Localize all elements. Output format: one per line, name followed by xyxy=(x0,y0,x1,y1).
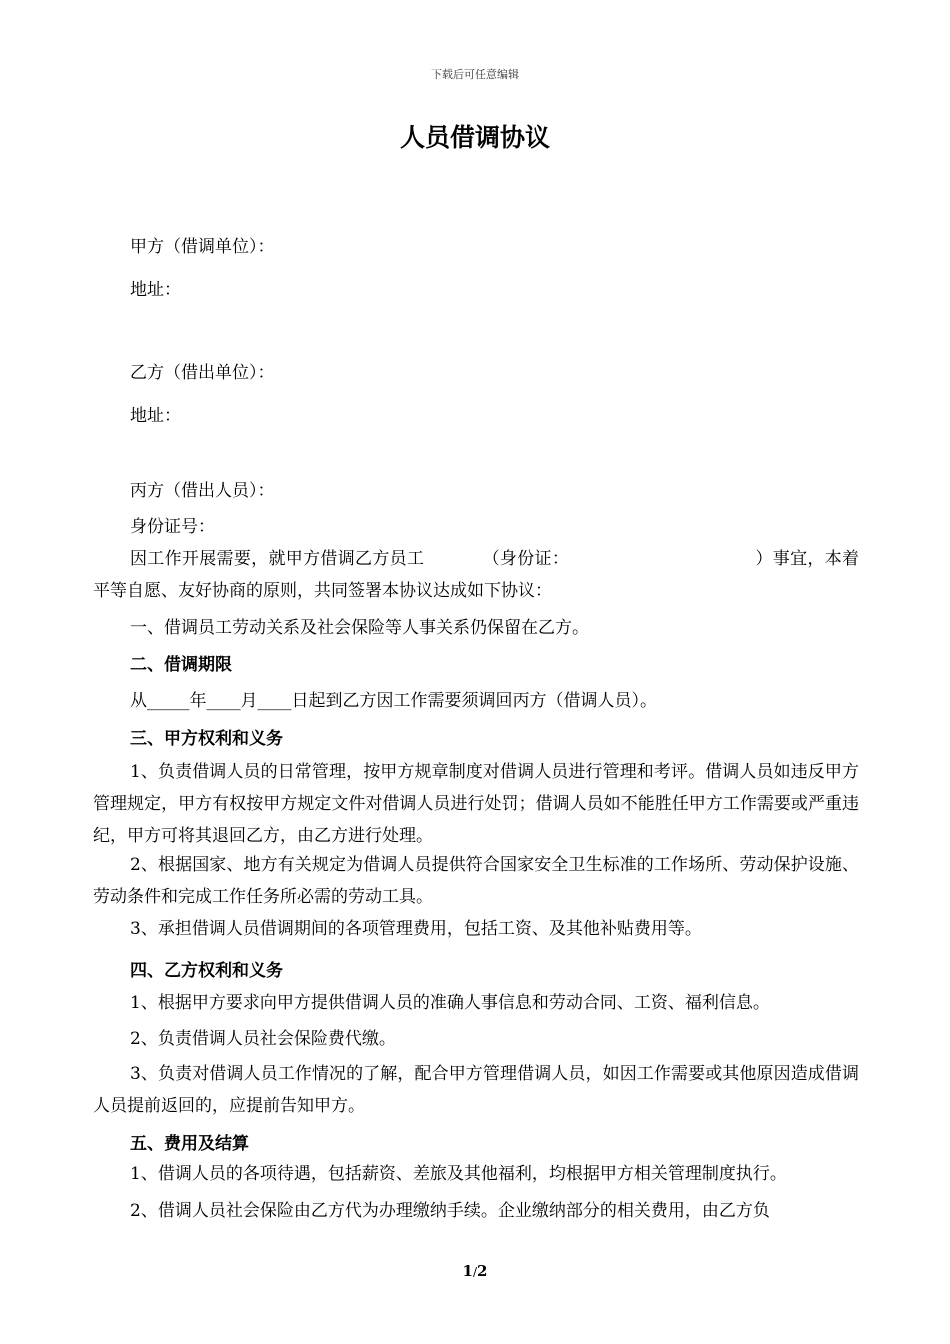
party-a-label: 甲方（借调单位）： xyxy=(130,237,275,257)
section-3-item: 2、根据国家、地方有关规定为借调人员提供符合国家安全卫生标准的工作场所、劳动保护设施、劳动条件和完成工作任务所必需的劳动工具。 xyxy=(93,855,859,907)
intro-paragraph xyxy=(93,543,859,607)
intro-part2: （身份证： xyxy=(482,549,570,569)
section-2-heading: 二、借调期限 xyxy=(130,655,232,675)
section-5-item: 2、借调人员社会保险由乙方代为办理缴纳手续。企业缴纳部分的相关费用，由乙方负 xyxy=(130,1201,770,1221)
party-b-label: 乙方（借出单位）： xyxy=(130,363,275,383)
page-total: 2 xyxy=(477,1262,488,1280)
section-4-heading: 四、乙方权利和义务 xyxy=(130,961,283,981)
section-5-heading: 五、费用及结算 xyxy=(130,1134,249,1154)
intro-part3: ）事宜，本着平等自愿、友好协商的原则，共同签署本协议达成如下协议： xyxy=(93,549,860,601)
section-4-item: 3、负责对借调人员工作情况的了解，配合甲方管理借调人员，如因工作需要或其他原因造成借调人员提前返回的，应提前告知甲方。 xyxy=(93,1064,859,1116)
section-4-item: 1、根据甲方要求向甲方提供借调人员的准确人事信息和劳动合同、工资、福利信息。 xyxy=(130,993,770,1013)
document-title: 人员借调协议 xyxy=(399,123,550,152)
party-b-address: 地址： xyxy=(130,406,181,426)
party-c-id: 身份证号： xyxy=(130,517,215,537)
section-3-item: 1、负责借调人员的日常管理，按甲方规章制度对借调人员进行管理和考评。借调人员如违反甲方管理规定，甲方有权按甲方规定文件对借调人员进行处罚；借调人员如不能胜任甲方工作需要或严重违纪，甲方可将其退回乙方，由乙方进行处理。 xyxy=(93,762,859,846)
section-5-item: 1、借调人员的各项待遇，包括薪资、差旅及其他福利，均根据甲方相关管理制度执行。 xyxy=(130,1164,787,1184)
page-number xyxy=(0,1262,950,1280)
party-c-label: 丙方（借出人员）： xyxy=(130,481,275,501)
clause-1: 一、借调员工劳动关系及社会保险等人事关系仍保留在乙方。 xyxy=(130,618,589,638)
intro-part1: 因工作开展需要，就甲方借调乙方员工 xyxy=(130,549,425,569)
section-3-heading: 三、甲方权利和义务 xyxy=(130,729,283,749)
section-4-item: 2、负责借调人员社会保险费代缴。 xyxy=(130,1029,396,1049)
page-separator: / xyxy=(472,1265,478,1279)
party-a-address: 地址： xyxy=(130,280,181,300)
section-3-item: 3、承担借调人员借调期间的各项管理费用，包括工资、及其他补贴费用等。 xyxy=(130,919,702,939)
page-current: 1 xyxy=(462,1262,473,1280)
header-note: 下载后可任意编辑 xyxy=(431,68,519,81)
section-2-text: 从_____年____月____日起到乙方因工作需要须调回丙方（借调人员）。 xyxy=(130,691,657,711)
